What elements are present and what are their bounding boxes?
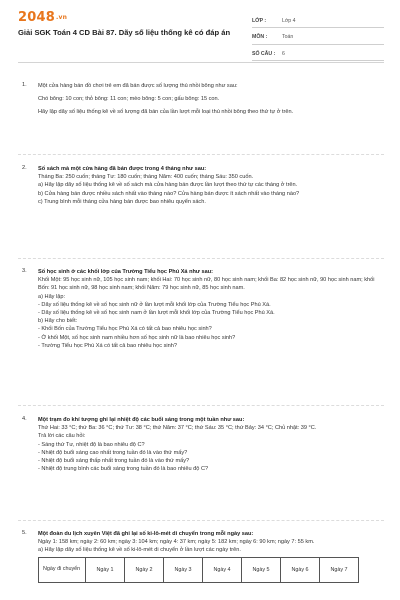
document-title: Giải SGK Toán 4 CD Bài 87. Dãy số liệu thống kê có đáp án — [18, 28, 231, 37]
question-heading: Một trạm đo khí tượng ghi lại nhiệt độ các buổi sáng trong một tuần như sau: — [38, 417, 245, 423]
question-heading: Một đoàn du lịch xuyên Việt đã ghi lại số ki-lô-mét di chuyển trong mỗi ngày sau: — [38, 531, 254, 537]
info-value: Toán — [282, 34, 294, 40]
question-text: Tháng Ba: 250 cuốn; tháng Tư: 180 cuốn; tháng Năm: 400 cuốn; tháng Sáu: 350 cuốn. — [38, 174, 254, 181]
info-key: SỐ CÂU : — [252, 50, 276, 57]
table-header-cell: Ngày 1 — [86, 557, 125, 582]
question-divider — [18, 154, 384, 155]
question-heading: Số sách mà một cửa hàng đã bán được trong 4 tháng như sau: — [38, 166, 207, 172]
question-number: 2. — [22, 165, 27, 171]
logo-main: 2048 — [18, 10, 55, 25]
table-header-cell: Ngày 2 — [125, 557, 164, 582]
question-divider — [18, 258, 384, 259]
info-row-class — [252, 14, 384, 28]
question-text: - Nhiệt độ buổi sáng thấp nhất trong tuần đó là vào thứ mấy? — [38, 458, 190, 465]
question-2 — [22, 165, 382, 206]
info-row-count — [252, 47, 384, 61]
table-row — [39, 557, 359, 582]
question-divider — [18, 520, 384, 521]
question-text: Trả lời các câu hỏi: — [38, 433, 86, 440]
answer-table — [38, 557, 359, 583]
question-text: - Dãy số liệu thống kê về số học sinh nữ ở lần lượt mỗi khối lớp của Trường Tiểu học Phú Xá. — [38, 301, 271, 308]
question-number: 5. — [22, 530, 27, 536]
table-header-cell: Ngày đi chuyển — [39, 557, 86, 582]
site-logo[interactable] — [18, 10, 67, 25]
question-text: a) Hãy lập dãy số liệu thống kê về số ki-lô-mét di chuyển ở lần lượt các ngày trên. — [38, 547, 241, 554]
question-heading: Số học sinh ở các khối lớp của Trường Tiểu học Phú Xá như sau: — [38, 269, 214, 275]
question-text: b) Cửa hàng bán được nhiều sách nhất vào tháng nào? Cửa hàng bán được ít sách nhất vào tháng nào? — [38, 190, 300, 197]
question-5 — [22, 530, 382, 583]
question-number: 1. — [22, 82, 27, 88]
question-number: 4. — [22, 416, 27, 422]
question-text: a) Hãy lập dãy số liệu thống kê về số sách mà cửa hàng bán được lần lượt theo thứ tự các tháng ở trên. — [38, 182, 298, 189]
question-text: - Sáng thứ Tư, nhiệt độ là bao nhiêu độ C? — [38, 441, 145, 448]
question-text: - Ở khối Một, số học sinh nam nhiều hơn số học sinh nữ là bao nhiêu học sinh? — [38, 334, 236, 341]
question-4 — [22, 416, 382, 473]
info-row-subject — [252, 31, 384, 45]
question-text: - Trường Tiểu học Phú Xá có tất cả bao nhiêu học sinh? — [38, 342, 177, 349]
question-text: c) Trung bình mỗi tháng cửa hàng bán được bao nhiêu quyển sách. — [38, 198, 206, 205]
info-box — [252, 14, 384, 64]
question-divider — [18, 405, 384, 406]
question-text: b) Hãy cho biết: — [38, 318, 78, 325]
table-header-cell: Ngày 3 — [164, 557, 203, 582]
question-text: a) Hãy lập: — [38, 293, 66, 300]
info-key: LỚP : — [252, 17, 267, 24]
info-key: MÔN : — [252, 34, 268, 40]
question-text: - Nhiệt độ buổi sáng cao nhất trong tuần đó là vào thứ mấy? — [38, 449, 188, 456]
question-1 — [22, 82, 382, 117]
table-header-cell: Ngày 4 — [203, 557, 242, 582]
table-header-cell: Ngày 5 — [242, 557, 281, 582]
question-text: Một cửa hàng bán đồ chơi trẻ em đã bán được số lượng thú nhồi bông như sau: — [38, 83, 238, 89]
header-divider — [18, 62, 384, 63]
table-header-cell: Ngày 7 — [320, 557, 359, 582]
question-text: Khối Một: 95 học sinh nữ, 105 học sinh nam; khối Hai: 70 học sinh nữ, 80 học sinh nam; khối Ba: 82 học sinh nữ, 90 học sinh nam; khối Bốn: 91 học sinh nữ, 98 học sinh nam; khối Năm: 79 học sinh nữ, 85 học sinh nam. — [38, 277, 375, 292]
question-text: - Nhiệt độ trung bình các buổi sáng trong tuần đó là bao nhiêu độ C? — [38, 466, 209, 473]
question-3 — [22, 268, 382, 350]
question-text: Chó bông: 10 con; thỏ bông: 11 con; mèo bông: 5 con; gấu bông: 15 con. — [38, 96, 220, 103]
table-header-cell: Ngày 6 — [281, 557, 320, 582]
question-text: - Khối Bốn của Trường Tiểu học Phú Xá có tất cả bao nhiêu học sinh? — [38, 326, 212, 333]
info-value: 6 — [282, 50, 285, 57]
question-text: Ngày 1: 158 km; ngày 2: 60 km; ngày 3: 104 km; ngày 4: 37 km; ngày 5: 182 km; ngày 6: 90 km; ngày 7: 55 km. — [38, 539, 315, 546]
logo-suffix: .vn — [55, 14, 68, 21]
question-number: 3. — [22, 268, 27, 274]
question-text: - Dãy số liệu thống kê về số học sinh nam ở lần lượt mỗi khối lớp của Trường Tiểu học Phú Xá. — [38, 310, 275, 317]
question-text: Thứ Hai: 33 °C; thứ Ba: 36 °C; thứ Tư: 38 °C; thứ Năm: 37 °C; thứ Sáu: 35 °C; thứ Bảy: 34 °C; Chủ nhật: 39 °C. — [38, 425, 317, 432]
question-text: Hãy lập dãy số liệu thống kê về số lượng đã bán của lần lượt mỗi loại thú nhồi bông theo thứ tự ở trên. — [38, 109, 294, 116]
info-value: Lớp 4 — [282, 17, 296, 24]
